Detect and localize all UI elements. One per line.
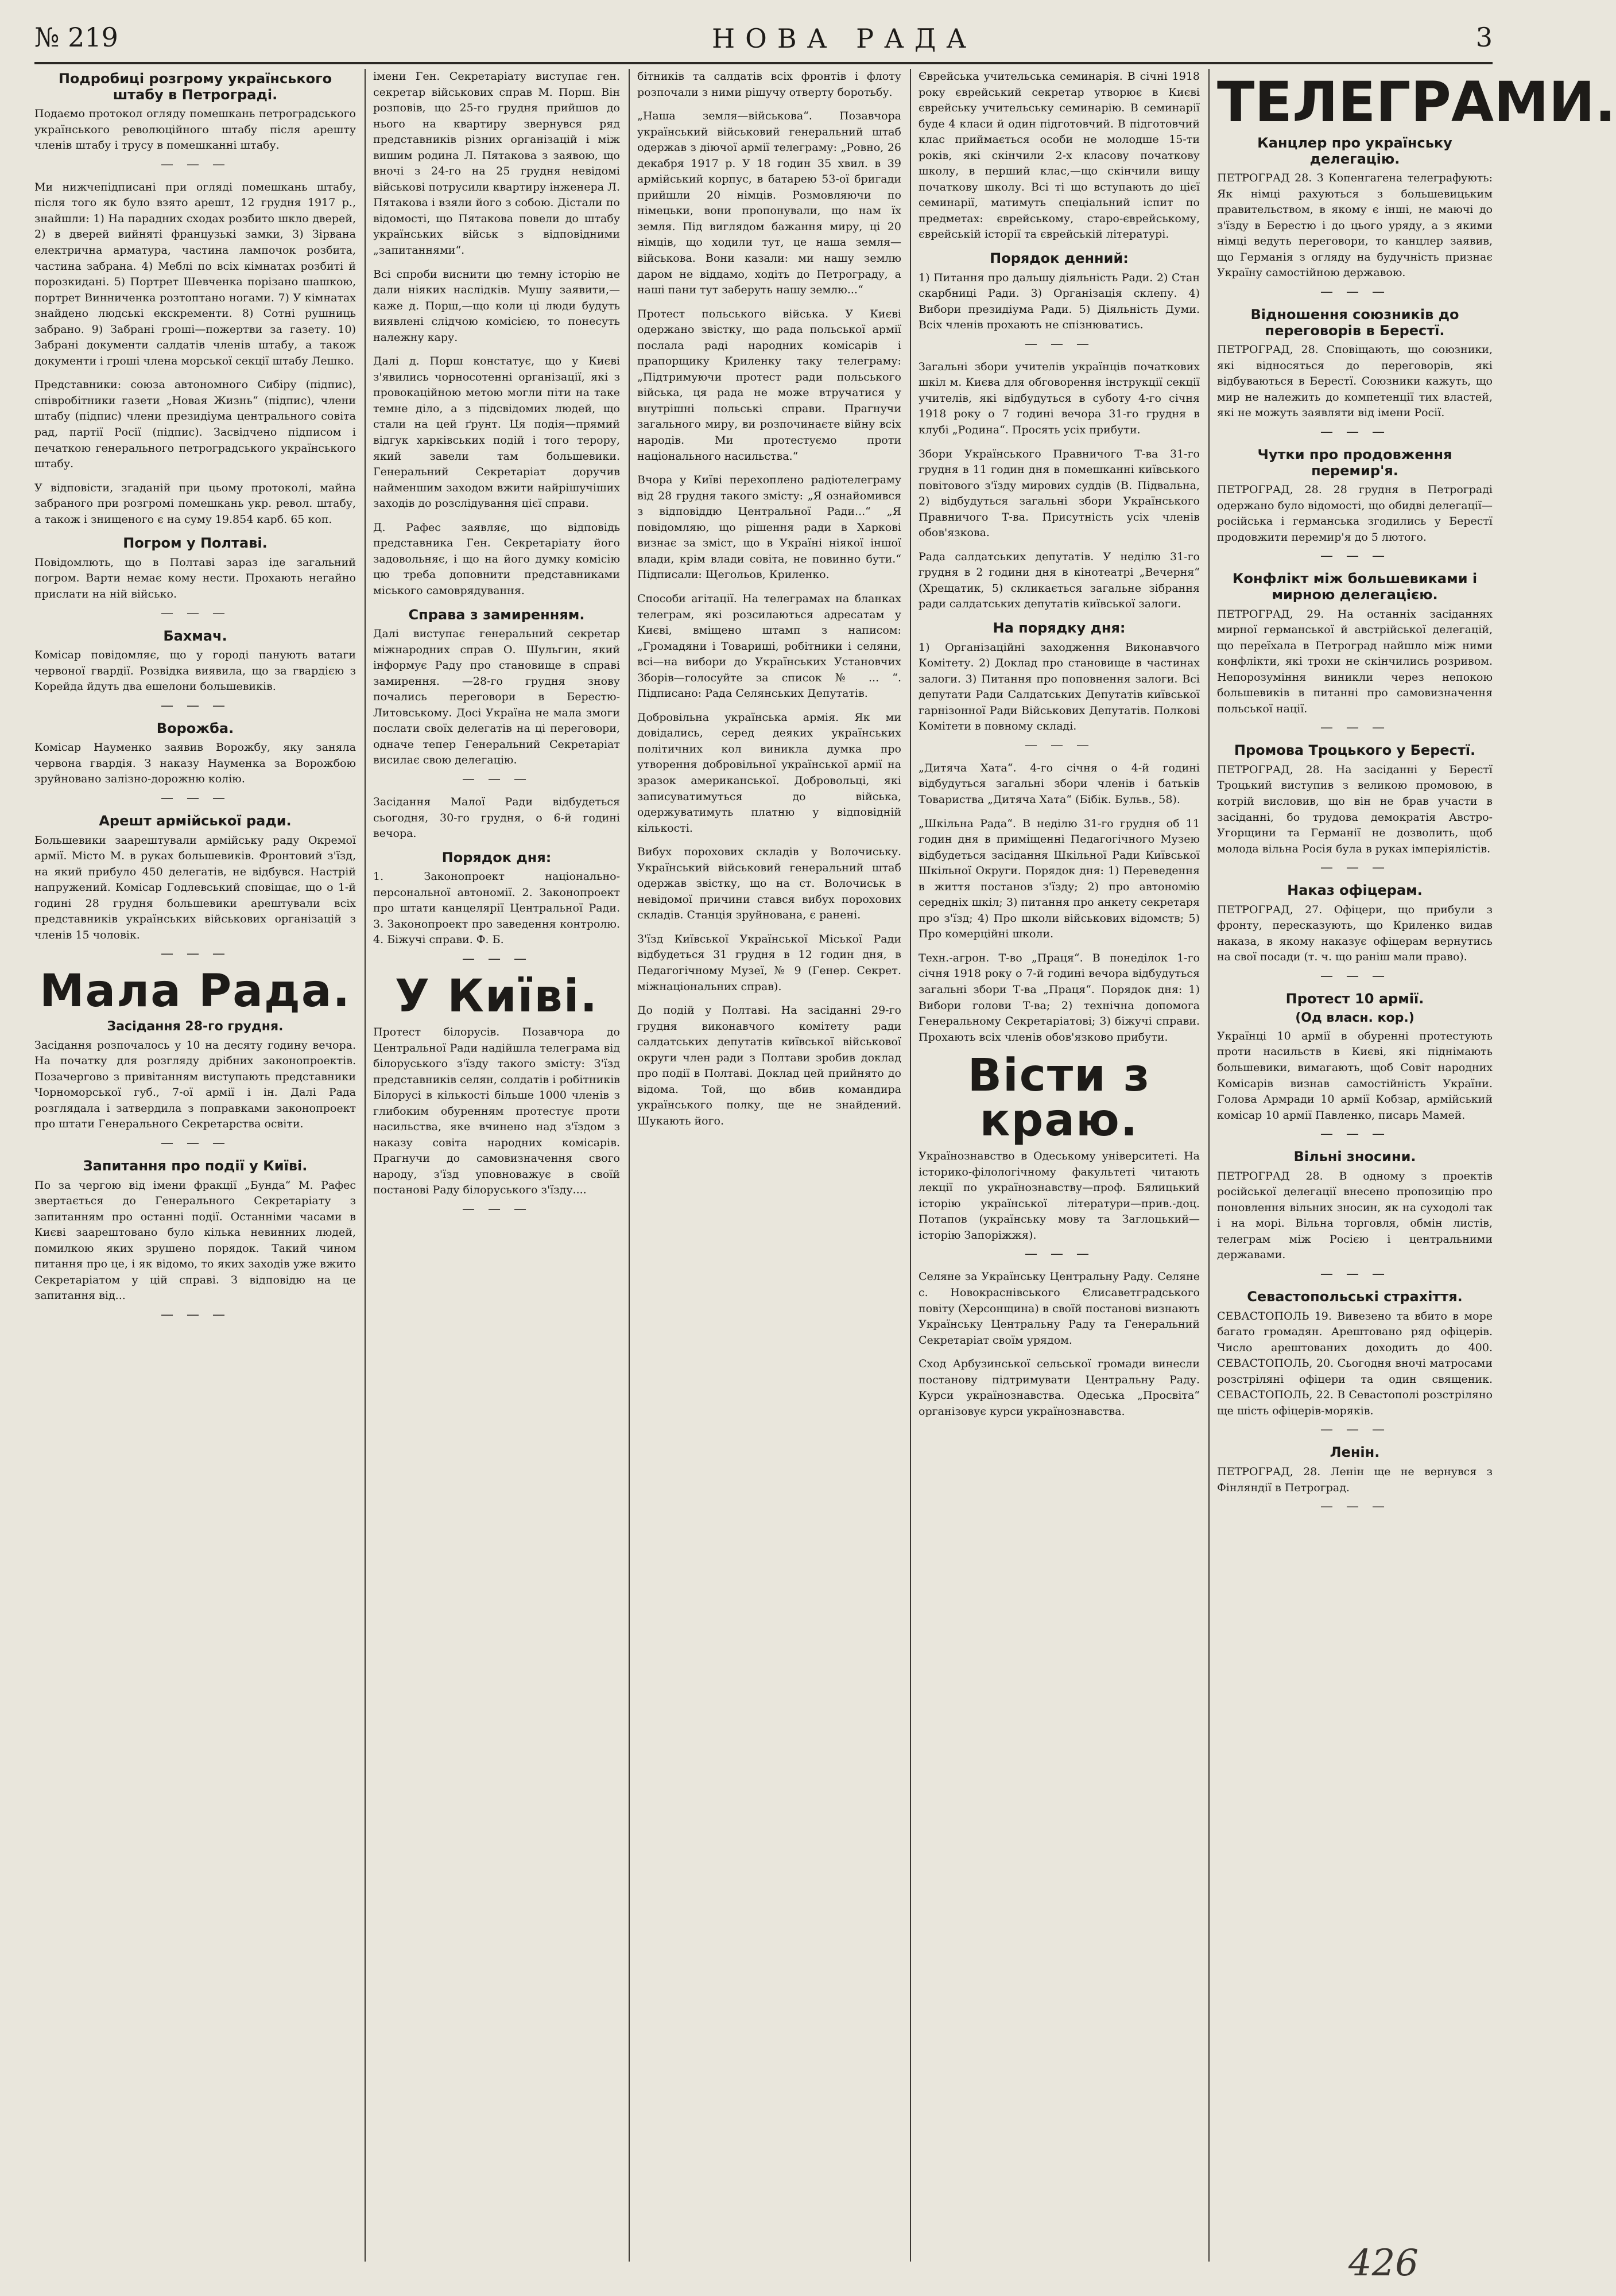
article-body: Українознавство в Одеському університеті. На історико-філологічному факультеті читають лекції по українознавству—проф. Бялицький історію української літератури—прив.-доц. Потапов (українську мову та Заглоцький—історію Запоріжжя). [919,1150,1200,1242]
column-3 [637,69,901,2262]
article [637,1003,901,1129]
article [637,472,901,583]
article-body: імени Ген. Секретаріату виступає ген. секретар військових справ М. Порш. Він розповів, що 25-го грудня прийшов до нього на квартиру звернувся ряд представників різних організацій і між вишим родина Л. Пятакова з заявою, що вночі з 24-го на 25 грудня невідомі військові потрусили квартиру інженера Л. Пятакова і взяли його з собою. Дістали по відомості, що Пятакова повели до штабу українських військ з відповідними „запитаннями“. [373,70,620,257]
article [34,71,356,172]
article [373,69,620,259]
article [919,359,1200,439]
article-headline: У Київі. [394,970,599,1022]
article-headline: Порядок денний: [990,250,1129,267]
article-body: ПЕТРОГРАД 28. З Копенгагена телеграфують: Як німці рахуються з большевицьким правительством, в якому є інші, не маючі до з'їзду в Берестю і до цього уряду, а з якими німці ведуть переговори, то канцлер заявив, що Германія з огляду на будучність признає Україну самостійною державою. [1217,172,1493,280]
article [373,850,620,966]
article-body: Представники: союза автономного Сибіру (підпис), співробітники газети „Новая Жизнь“ (підпис), члени штабу (підпис) члени президіума центрального совіта рад, партії Росії (підпис). Засвідчено підписом і печаткою генерального петроградського українського штабу. [34,378,356,471]
article-separator: — — — [161,791,230,806]
article-body: Большевики заарештували армійську раду Окремої армії. Місто М. в руках большевиків. Фронтовий з'їзд, на який прибуло 450 делегатів, не відбувся. Настрій напружений. Комісар Годлевський сповіщає, що о 1-й годині 28 грудня большевики арештували всіх представників українських військових організацій з членів 15 чоловік. [34,833,356,941]
article [637,932,901,995]
article-separator: — — — [161,1307,230,1322]
article [637,307,901,464]
page-number: 3 [1475,22,1493,53]
article-separator: — — — [1320,968,1389,983]
article [1217,1445,1493,1514]
article [637,69,901,100]
article-headline: Вільні зносини. [1293,1149,1416,1165]
article-body: ПЕТРОГРАД, 29. На останніх засіданнях мирної германської й австрійської делегацій, що переїхала в Петроград найшло між ними конфлікти, які трохи не скінчились розривом. Непорозуміння виникли через непокою большевиків в питанні про самовизначення польської нації. [1217,607,1493,715]
article [34,1158,356,1322]
article-body: Д. Рафес заявляє, що відповідь представника Ген. Секретаріату його задовольняє, і що на його думку комісію цю треба доповнити представниками міського самоврядування. [373,521,620,597]
article [1217,571,1493,735]
article-body: Далі д. Порш констатує, що у Києві з'явились чорносотенні організації, які з провокаційною метою могли піти на таке темне діло, а з підсвідомих людей, що стали на цей ґрунт. Ця подія—прямий відгук харківських подій і того терору, який завели там большевики. Генеральний Секретаріат доручив найменшим заходом вжити найрішучіших заходів до розслідування цієї справи. [373,355,620,510]
article-body: 1) Питання про дальшу діяльність Ради. 2) Стан скарбниці Ради. 3) Організація склепу. 4) Вибори президіума Ради. 5) Діяльність Думи. Всіх членів прохають не спізнюватись. [919,271,1200,332]
article-headline: На порядку дня: [993,620,1126,636]
article-separator: — — — [161,606,230,620]
article [1217,991,1493,1141]
article [1217,1149,1493,1281]
article-body: У відповісти, згаданій при цьому протоколі, майна забраного при розгромі помешкань укр. револ. штабу, а також і знищеного є на суму 19.854 карб. 65 коп. [34,481,356,526]
article-body: 1. Законопроект національно-персональної автономії. 2. Законопроект про штати канцелярії Центральної Ради. 3. Законопроект про заведення контролю. 4. Біжучі справи. Ф. Б. [373,870,620,947]
article-headline: Відношення союзників до переговорів в Берестї. [1250,307,1459,339]
article-headline: Конфлікт між большевиками і мирною делегацією. [1232,571,1478,603]
article [1217,135,1493,299]
article [919,816,1200,943]
column-divider [1208,69,1210,2262]
article-separator: — — — [1025,738,1094,753]
article-body: Рада салдатських депутатів. У неділю 31-го грудня в 2 години дня в кінотеатрі „Вечерня“ (Хрещатик, 5) скликається загальне зібрання ради салдатських депутатів київської залоги. [919,550,1200,611]
article-body: Всі спроби виснити цю темну історію не дали ніяких наслідків. Мушу заявити,—каже д. Порш,—що коли ці люди будуть виявлені слідчою комісією, то понесуть належну кару. [373,267,620,344]
article-separator: — — — [462,1202,531,1216]
article-subheadline: (Од власн. кор.) [1295,1010,1415,1025]
article-body: Протест польського війська. У Києві одержано звістку, що рада польської армії послала раді народних комісарів і прапорщику Криленку таку телеграму: „Підтримуючи протест ради польського війська, ця рада не може втручатися у внутрішні польські справи. Прагнучи загального миру, ви розпочинаєте війну всіх народів. Ми протестуємо проти національного насильства.“ [637,307,901,463]
article-body: Вибух порохових складів у Волочиську. Український військовий генеральний штаб одержав звістку, що на ст. Волочиськ в невідомої причини стався вибух порохових складів. Станція зруйнована, є ранені. [637,846,901,922]
masthead-rule [34,62,1493,64]
article-headline: Чутки про продовження перемир'я. [1257,446,1452,479]
article-headline: Вісти з краю. [967,1050,1151,1147]
article [1217,307,1493,439]
article [919,620,1200,753]
article [637,844,901,924]
article [34,629,356,713]
column-divider [365,69,366,2262]
column-4 [919,69,1200,2262]
article-body: ПЕТРОГРАД, 27. Офіцери, що прибули з фронту, пересказують, що Криленко видав наказа, в якому наказує офіцерам вернутись на свої посади (т. ч. що раніш мали право). [1217,903,1493,964]
issue-number: № 219 [34,22,118,53]
article-headline: Справа з замиренням. [408,606,585,623]
article [373,354,620,511]
article-headline: Промова Троцького у Берестї. [1234,742,1476,759]
article-headline: Протест 10 армії. [1285,990,1424,1007]
article-body: Селяне за Українську Центральну Раду. Селяне с. Новокраснівського Єлисаветградського повіту (Херсонщина) в своїй постанові визнають Українську Центральну Раду та Генеральний Секретаріат своїм урядом. [919,1270,1200,1347]
article [919,951,1200,1045]
article-headline: Арешт армійської ради. [99,813,292,829]
article [1217,883,1493,983]
article-body: Протест білорусів. Позавчора до Центральної Ради надійшла телеграма від білоруського з'їзду такого змісту: З'їзд представників селян, солдатів і робітників Білорусі в кількості більше 1000 членів з глибоким обуренням протестує проти насильства, яке вчинено над з'їздом з наказу совіта народних комісарів. Прагнучи до самовизначення свого народу, з'їзд уповноважує в своїй постанові Раду білоруського з'їзду.... [373,1025,620,1197]
article-separator: — — — [1320,860,1389,875]
masthead [34,22,1493,62]
article [373,794,620,842]
article [34,377,356,472]
article-headline: Ленін. [1330,1444,1380,1461]
article [637,710,901,836]
article [919,251,1200,351]
article [1217,447,1493,563]
article-headline: Наказ офіцерам. [1287,882,1423,899]
article-body: Збори Українського Правничого Т-ва 31-го грудня в 11 годин дня в помешканні київського повітового з'їзду мирових суддів (В. Підвальна, 2) відбудуться загальні збори Українського Правничого Т-ва. Присутність усіх членів обов'язкова. [919,447,1200,540]
article-separator: — — — [1320,424,1389,439]
column-divider [629,69,630,2262]
article-separator: — — — [1320,720,1389,735]
column-5 [1217,69,1616,2262]
article-body: Ми нижчепідписані при огляді помешкань штабу, після того як було взято арешт, 12 грудня 1917 р., знайшли: 1) На парадних сходах розбито шкло дверей, 2) в дверей вийняті французькі замки, 3) Зірвана електрична арматура, частина лампочок розбита, частина забрана. 4) Меблі по всіх кімнатах розбиті й порозкидані. 5) Портрет Шевченка порізано шашкою, портрет Винниченка розтоптано ногами. 7) У кімнатах знайдено людські екскременти. 8) Сотні рушниць забрано. 9) Забрані гроші—пожертви за газету. 10) Забрані документи салдатів членів штабу, а також документи і гроші члена морської секції штабу Лешко. [34,180,356,367]
article-separator: — — — [1320,1422,1389,1437]
article [919,1050,1200,1262]
article-headline: Порядок дня: [441,849,552,866]
article-separator: — — — [161,1136,230,1151]
article [373,267,620,346]
article-subheadline: Засідання 28-го грудня. [107,1019,284,1034]
newspaper-title: НОВА РАДА [712,23,977,54]
article-body: Засідання Малої Ради відбудеться сьогодня, 30-го грудня, о 6-й годині вечора. [373,796,620,840]
article-separator: — — — [1320,1267,1389,1282]
article-body: З'їзд Київської Української Міської Ради відбудеться 31 грудня в 12 годин дня, в Педагогічному Музеї, № 9 (Генер. Секрет. міжнаціональних справ). [637,932,901,993]
article-separator: — — — [1320,1499,1389,1514]
article-separator: — — — [462,951,531,966]
column-divider [910,69,911,2262]
article [34,965,356,1151]
article-body: „Шкільна Рада“. В неділю 31-го грудня об 11 годин дня в приміщенні Педагогічного Музею відбудеться засідання Шкільної Ради Київської Шкільної Округи. Порядок дня: 1) Переведення в життя постанов з'їзду; 2) про автономію середніх шкіл; 3) питання про анкету секретаря про з'їзд; 4) Про школи військових відомств; 5) Про комерційні школи. [919,817,1200,941]
article-body: Техн.-агрон. Т-во „Праця“. В понеділок 1-го січня 1918 року о 7-й годині вечора відбудуться загальні збори Т-ва „Праця“. Порядок дня: 1) Вибори голови Т-ва; 2) технічна допомога Генеральному Секретаріатові; 3) біжучі справи. Прохають всіх членів обов'язково прибути. [919,951,1200,1044]
article-headline: Подробиці розгрому українського штабу в Петрограді. [58,71,332,103]
article [637,591,901,702]
article-body: Повідомлють, що в Полтаві зараз іде загальний погром. Варти немає кому нести. Прохають негайно прислати на ній військо. [34,556,356,600]
article-body: СЕВАСТОПОЛЬ 19. Вивезено та вбито в море багато громадян. Арештовано ряд офіцерів. Число арештованих доходить до 400. СЕВАСТОПОЛЬ, 20. Сьогодня вночі матросами розстріляні офіцери та один священик. СЕВАСТОПОЛЬ, 22. В Севастополі розстріляно ще шість офіцерів-моряків. [1217,1309,1493,1417]
article [919,447,1200,541]
article-separator: — — — [1320,1127,1389,1142]
article-body: ПЕТРОГРАД, 28. Сповіщають, що союзники, які відносяться до переговорів, які відбуваються в Берестї. Союзники кажуть, що мир не належить до компетенції тих властей, які не можуть заявляти від імени Росії. [1217,343,1493,420]
archive-stamp: 426 [1348,2242,1419,2285]
article-body: Українці 10 армії в обуренні протестують проти насильств в Києві, які піднімають большевики, вимагають, щоб Совіт народних Комісарів визнав самостійність України. Голова Армради 10 армії Кобзар, армійський комісар 10 армії Павленко, писарь Мамей. [1217,1029,1493,1122]
article-body: ПЕТРОГРАД, 28. 28 грудня в Петрограді одержано було відомості, що обидві делегації—російська і германська згодились у Берестї продовжити перемир'я до 5 лютого. [1217,483,1493,544]
column-1 [34,69,356,2262]
article-separator: — — — [161,947,230,961]
article-body: бітників та салдатів всіх фронтів і флоту розпочали з ними рішучу отверту боротьбу. [637,70,901,99]
column-2 [373,69,620,2262]
article-headline: Севастопольські страхіття. [1247,1289,1463,1305]
article-body: ПЕТРОГРАД, 28. Ленін ще не вернувся з Фінляндії в Петроград. [1217,1465,1493,1494]
article [919,69,1200,243]
article [34,180,356,370]
article-separator: — — — [1025,1247,1094,1262]
article-headline: Погром у Полтаві. [123,535,268,552]
article [34,813,356,961]
article [919,549,1200,612]
article-body: До подій у Полтаві. На засіданні 29-го грудня виконавчого комітету ради салдатських депутатів київської військової округи член ради з Полтави зробив доклад про події в Полтаві. Доклад цей прийнято до відома. Той, що вбив командира українського полку, ще не знайдений. Шукають його. [637,1004,901,1127]
article [373,520,620,599]
article [373,607,620,787]
article-body: По за чергою від імени фракції „Бунда“ М. Рафес звертається до Генерального Секретаріату з запитанням про останні події. Останніми часами в Києві заарештовано було кілька невинних людей, помилкою яких зрушено порядок. Такий чином питання про це, і як відомо, то яких заходів уже вжито Секретаріатом у цій справі. З відповідю на це запитання від... [34,1178,356,1302]
article-body: Єврейська учительська семинарія. В січні 1918 року єврейський секретар утворює в Києві єврейську учительську семинарію. В семинарії буде 4 класи й один підготовчий. В підготовчий клас приймається особи не молодше 15-ти років, які скінчили 2-х класову початкову школу, в перший клас,—що скінчили вищу початкову школу. Всі ті що вступають до цієї семинарії, матимуть спеціальний іспит по предметах: єврейському, старо-єврейському, єврейській історії та єврейській літературі. [919,70,1200,241]
article-body: Засідання розпочалось у 10 на десяту годину вечора. На початку для розгляду дрібних законопроектів. Позачергово з привітанням виступають представники Чорноморської губ., 7-ої армії і ін. Далі Рада розглядала і затвердила з поправками законопроект про штати Генерального Секретарства освіти. [34,1038,356,1131]
article-separator: — — — [161,157,230,172]
article-headline: Канцлер про українську делегацію. [1257,135,1452,167]
article-headline: Мала Рада. [39,965,351,1018]
article-body: „Наша земля—військова“. Позавчора український військовий генеральний штаб одержав з діючої армії телеграму: „Ровно, 26 декабря 1917 р. У 18 годин 35 хвил. в 39 армійський корпус, в батарею 53-ої бригади прийшли 20 німців. Розмовляючи по німецьки, вони пропонували, що нам їх земля. Під виглядом бажання миру, ці 20 німців, що ходили тут, це наша земля—військова. Вони казали: ми нашу землю даром не віддамо, ходіть до Петрограду, а наші пани тут заберуть нашу землю...“ [637,110,901,297]
article [34,536,356,620]
article [34,721,356,805]
article-body: Добровільна українська армія. Як ми довідались, серед деяких українських політичних кол виникла думка про утворення добровільної української армії на зразок американської. Добровольці, які записуватимуться до війська, одержуватимуть платню у відповідній кількості. [637,711,901,835]
article-separator: — — — [1025,336,1094,351]
article-body: Способи агітації. На телеграмах на бланках телеграм, які розсилаються адресатам у Києві, вміщено штамп з написом: „Громадяни і Товариші, робітники і селяни, всі—на вибори до Українських Установчих Зборів—голосуйте за список № ... “. Підписано: Рада Селянських Депутатів. [637,592,901,700]
telegrams-header: ТЕЛЕГРАМИ. [1217,70,1616,134]
article-body: Вчора у Київі перехоплено радіотелеграму від 28 грудня такого змісту: „Я ознайомився з відповіддю Центральної Ради...“ „Я повідомляю, що рішення ради в Харкові визнає за зміст, що в Україні ніякої іншої влади, крім влади совіта, не повинно бути.“ Підписали: Щегольов, Криленко. [637,474,901,581]
article-headline: Запитання про події у Київі. [83,1158,308,1174]
article-body: Комісар Науменко заявив Ворожбу, яку заняла червона гвардія. З наказу Науменка за Ворожбою зруйновано залізно-дорожню колію. [34,741,356,786]
article [637,108,901,298]
article-headline: Бахмач. [163,627,227,644]
article-body: „Дитяча Хата“. 4-го січня о 4-й годині відбудуться загальні збори членів і батьків Товариства „Дитяча Хата“ (Бібік. Бульв., 58). [919,761,1200,806]
article-body: Сход Арбузинської сельської громади винесли постанову підтримувати Центральну Раду. Курси українознавства. Одеська „Просвіта“ організовує курси українознавства. [919,1358,1200,1418]
article-separator: — — — [1320,549,1389,564]
article [919,1269,1200,1348]
article [919,1356,1200,1420]
article-body: ПЕТРОГРАД 28. В одному з проектів російської делегації внесено пропозицію про поновлення вільних зносин, як на суходолі так і на морі. Вільна торговля, обмін листів, телеграм між Росією і центральними державами. [1217,1169,1493,1262]
article-body: 1) Організаційні заходження Виконавчого Комітету. 2) Доклад про становище в частинах залоги. 3) Питання про поповнення залоги. Всі депутати Ради Салдатських Депутатів київської гарнізонної Ради Військових Депутатів. Полкові Комітети в повному складі. [919,641,1200,733]
article-separator: — — — [1320,285,1389,300]
article-headline: Ворожба. [156,720,234,736]
article [373,970,620,1216]
article-body: Загальні збори учителів українців початкових шкіл м. Києва для обговорення інструкції секції учителів, які відбудуться в суботу 4-го січня 1918 року о 7 годині вечора 31-го грудня в клубі „Родина“. Просять усіх прибути. [919,360,1200,436]
article [919,761,1200,808]
article-separator: — — — [462,772,531,787]
article [34,480,356,528]
article [1217,743,1493,875]
article-body: Далі виступає генеральний секретар міжнародних справ О. Шульгин, який інформує Раду про становище в справі замирення. —28-го грудня знову почались переговори в Берестю-Литовському. Досі Україна не мала змоги послати своїх делегатів на ці переговори, одначе тепер Генеральний Секретаріат висилає свою делегацію. [373,627,620,767]
article-body: Комісар повідомляє, що у городі панують ватаги червоної гвардії. Розвідка виявила, що за гвардією з Корейда йдуть два ешелони большевиків. [34,649,356,693]
article-body: ПЕТРОГРАД, 28. На засіданні у Берестї Троцький виступив з великою промовою, в котрій висловив, що він не брав участи в засіданні, бо трудова демократія Австро-Угорщини та Германії не дозволить, щоб молода вільна Росія була в руках імперіялістів. [1217,763,1493,855]
article-body: Подаємо протокол огляду помешкань петроградського українського революційного штабу після арешту членів штабу і трусу в помешканні штабу. [34,107,356,152]
article-separator: — — — [161,698,230,713]
article [1217,1289,1493,1437]
